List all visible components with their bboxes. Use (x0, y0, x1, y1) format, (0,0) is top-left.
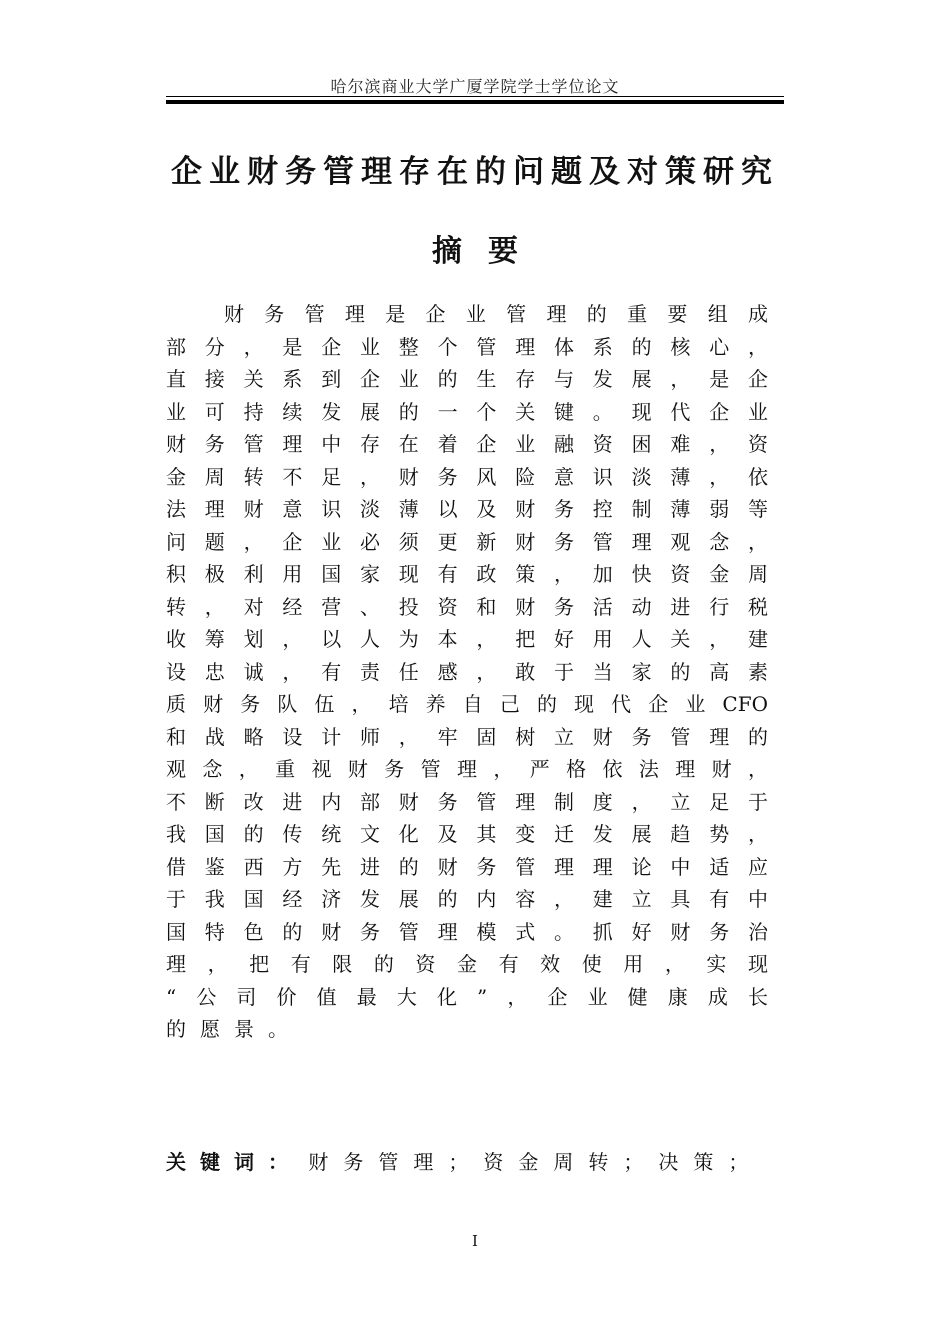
keywords-values: 财务管理；资金周转；决策； (308, 1150, 764, 1174)
abstract-line: 于我国经济发展的内容，建立具有中 (166, 887, 768, 911)
abstract-line: 财务管理是企业管理的重要组成 (224, 302, 768, 326)
header-rule-thick (166, 100, 784, 104)
abstract-line: 问题，企业必须更新财务管理观念， (166, 529, 768, 554)
header-rule-thin (166, 96, 784, 97)
thesis-title: 企业财务管理存在的问题及对策研究 (171, 154, 779, 190)
abstract-line: 财务管理中存在着企业融资困难，资 (166, 432, 768, 456)
abstract-line: 收筹划，以人为本，把好用人关，建 (166, 627, 768, 651)
abstract-line: 积极利用国家现有政策，加快资金周 (166, 562, 768, 586)
header-school-name: 哈尔滨商业大学广厦学院学士学位论文 (330, 77, 620, 96)
abstract-line: 观念，重视财务管理，严格依法理财， (166, 757, 768, 781)
abstract-line: 直接关系到企业的生存与发展，是企 (166, 367, 768, 391)
keywords-row (166, 1146, 778, 1178)
abstract-line: 的愿景。 (166, 1017, 302, 1041)
page-number: I (472, 1232, 478, 1250)
keywords-label: 关键词： (166, 1150, 302, 1174)
abstract-line: 业可持续发展的一个关键。现代企业 (166, 399, 768, 424)
abstract-line: 设忠诚，有责任感，敢于当家的高素 (166, 659, 768, 684)
abstract-body (166, 298, 768, 1046)
abstract-line: 我国的传统文化及其变迁发展趋势， (166, 822, 768, 846)
abstract-line: 理，把有限的资金有效使用，实现 (166, 952, 768, 976)
abstract-heading: 摘要 (432, 234, 544, 269)
abstract-line: 法理财意识淡薄以及财务控制薄弱等 (166, 497, 768, 521)
abstract-line: 国特色的财务管理模式。抓好财务治 (166, 919, 768, 944)
abstract-line: 金周转不足，财务风险意识淡薄，依 (166, 464, 768, 489)
abstract-line: 转，对经营、投资和财务活动进行税 (166, 594, 768, 619)
abstract-line: 不断改进内部财务管理制度，立足于 (166, 789, 768, 814)
abstract-line: 和战略设计师，牢固树立财务管理的 (166, 724, 768, 749)
abstract-line: 质财务队伍，培养自己的现代企业CFO (166, 692, 768, 716)
abstract-line: 借鉴西方先进的财务管理理论中适应 (166, 854, 768, 879)
abstract-line: “公司价值最大化”，企业健康成长 (166, 984, 768, 1009)
abstract-line: 部分，是企业整个管理体系的核心， (166, 334, 768, 359)
